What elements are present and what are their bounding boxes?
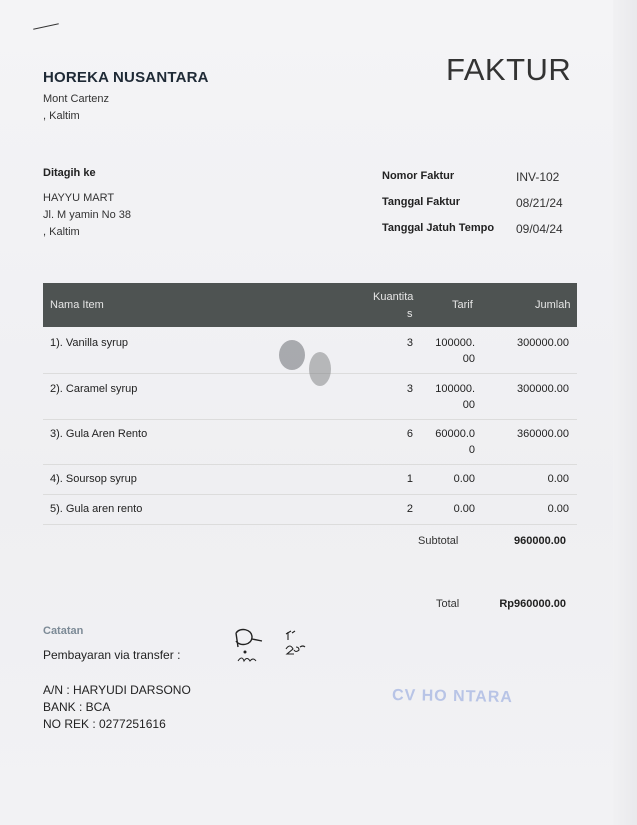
invoice-date-label: Tanggal Faktur — [382, 196, 461, 208]
row-amount: 0.00 — [547, 503, 569, 515]
row-item: 3). Gula Aren Rento — [50, 428, 148, 440]
invoice-number-label: Nomor Faktur — [382, 170, 455, 182]
invoice-number-value: INV-102 — [516, 170, 560, 184]
row-item: 5). Gula aren rento — [50, 503, 143, 515]
handwritten-signature — [230, 625, 320, 670]
company-stamp: CV HO NTARA — [391, 686, 514, 707]
row-item: 4). Soursop syrup — [50, 473, 137, 485]
row-qty: 6 — [406, 428, 413, 440]
notes-line: BANK : BCA — [43, 700, 111, 714]
row-amount: 0.00 — [547, 473, 569, 485]
row-qty: 3 — [406, 383, 413, 395]
row-qty: 3 — [406, 337, 413, 349]
bill-to-line: Jl. M yamin No 38 — [43, 209, 132, 221]
seller-address-line: , Kaltim — [43, 110, 80, 122]
row-item: 2). Caramel syrup — [50, 383, 138, 395]
notes-heading: Catatan — [43, 625, 84, 637]
row-rate: 60000.0 — [435, 428, 475, 440]
row-amount: 360000.00 — [517, 428, 569, 440]
row-rate-cont: 00 — [462, 353, 475, 365]
seller-address-line: Mont Cartenz — [43, 93, 110, 105]
due-date-label: Tanggal Jatuh Tempo — [382, 222, 495, 234]
notes-line: NO REK : 0277251616 — [43, 717, 166, 731]
total-label: Total — [436, 598, 460, 610]
due-date-value: 09/04/24 — [516, 222, 563, 236]
row-rate: 100000. — [435, 337, 475, 349]
row-rate: 0.00 — [453, 503, 475, 515]
table-row — [43, 374, 577, 420]
ink-stain — [309, 352, 331, 386]
table-row — [43, 465, 577, 495]
row-item: 1). Vanilla syrup — [50, 337, 129, 349]
items-table-header — [43, 283, 577, 327]
invoice-date-value: 08/21/24 — [516, 196, 563, 210]
row-rate: 0.00 — [453, 473, 475, 485]
row-qty: 2 — [406, 503, 413, 515]
row-rate: 100000. — [435, 383, 475, 395]
header-qty-line1: Kuantita — [373, 291, 414, 303]
subtotal-value: 960000.00 — [514, 535, 566, 547]
bill-to-heading: Ditagih ke — [43, 167, 96, 179]
row-rate-cont: 00 — [462, 399, 475, 411]
row-rate-cont: 0 — [468, 444, 475, 456]
header-qty-line2: s — [407, 308, 413, 320]
paper-edge-shadow — [613, 0, 637, 825]
header-rate: Tarif — [452, 299, 473, 311]
row-amount: 300000.00 — [517, 337, 569, 349]
header-amount: Jumlah — [535, 299, 571, 311]
row-qty: 1 — [406, 473, 413, 485]
notes-line: Pembayaran via transfer : — [43, 648, 181, 662]
notes-line: A/N : HARYUDI DARSONO — [43, 683, 191, 697]
document-title: FAKTUR — [446, 52, 572, 87]
subtotal-label: Subtotal — [418, 535, 459, 547]
row-amount: 300000.00 — [517, 383, 569, 395]
header-item: Nama Item — [50, 299, 104, 311]
table-row — [43, 420, 577, 465]
table-row — [43, 495, 577, 525]
bill-to-line: , Kaltim — [43, 226, 80, 238]
seller-name: HOREKA NUSANTARA — [43, 69, 209, 86]
total-value: Rp960000.00 — [499, 598, 566, 610]
ink-stain — [279, 340, 305, 370]
bill-to-line: HAYYU MART — [43, 192, 115, 204]
